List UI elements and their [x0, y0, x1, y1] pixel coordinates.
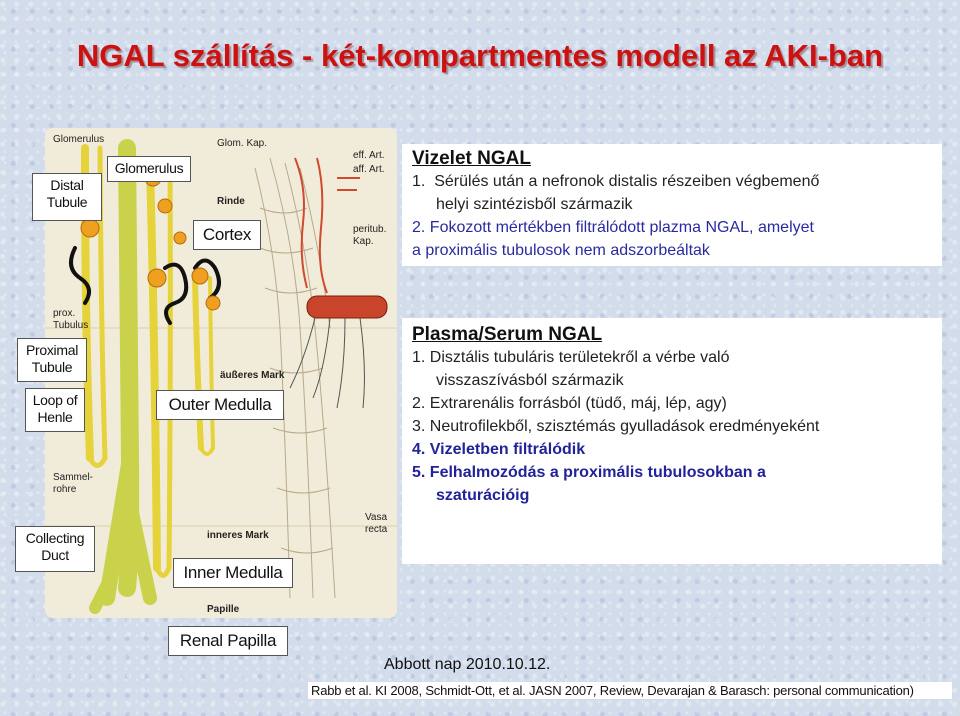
glomerulus-de-text: Glomerulus — [53, 134, 105, 145]
tubule-loops — [85, 148, 213, 576]
urine-item-1-line2: helyi szintézisből származik — [436, 196, 633, 213]
plasma-item-4-line1: Vizeletben filtrálódik — [429, 441, 586, 458]
urine-ngal-title: Vizelet NGAL — [412, 148, 531, 169]
urine-item-2-line2: a proximális tubulosok nem adszorbeáltak — [412, 242, 710, 259]
cortex-label: Cortex — [193, 220, 261, 250]
outer-medulla-label: Outer Medulla — [156, 390, 284, 420]
plasma-item-1-line1: Disztális tubuláris területekről a vérbe való — [429, 349, 730, 366]
loop-of-henle-label: Loop of Henle — [25, 388, 85, 432]
plasma-item-5 — [412, 461, 932, 507]
plasma-item-1-num: 1. — [412, 349, 426, 366]
footer-references: Rabb et al. KI 2008, Schmidt-Ott, et al. JASN 2007, Review, Devarajan & Barasch: personal communication) — [308, 682, 952, 699]
plasma-item-4-num: 4. — [412, 441, 426, 458]
tubulus-text: Tubulus — [53, 320, 89, 331]
urine-item-1-num: 1. — [412, 173, 426, 190]
plasma-item-5-line2: szaturációig — [436, 487, 530, 504]
rinde-text: Rinde — [217, 196, 245, 207]
distal-tubule-label: Distal Tubule — [32, 173, 102, 221]
urine-item-2-line1: Fokozott mértékben filtrálódott plazma NGAL, amelyet — [429, 219, 814, 236]
vasa-recta-vessel — [290, 296, 387, 408]
recta-text: recta — [365, 524, 388, 535]
glom-kap-text: Glom. Kap. — [217, 138, 268, 149]
proximal-tubule-label: Proximal Tubule — [17, 338, 87, 382]
eff-art-text: eff. Art. — [353, 150, 385, 161]
plasma-item-5-line1: Felhalmozódás a proximális tubulosokban a — [429, 464, 766, 481]
urine-item-1 — [412, 170, 932, 216]
slide-title: NGAL szállítás - két-kompartmentes modell az AKI-ban — [76, 38, 884, 73]
papille-text: Papille — [207, 604, 240, 615]
peritub-text: peritub. — [353, 224, 387, 235]
urine-item-2-num: 2. — [412, 219, 426, 236]
glomerulus-label: Glomerulus — [107, 156, 191, 182]
urine-item-2 — [412, 216, 932, 262]
plasma-item-2 — [412, 392, 932, 415]
plasma-item-3-line1: Neutrofilekből, szisztémás gyulladások eredményeként — [429, 418, 820, 435]
renal-papilla-label: Renal Papilla — [168, 626, 288, 656]
plasma-ngal-title: Plasma/Serum NGAL — [412, 324, 603, 345]
prox-text: prox. — [53, 308, 76, 319]
plasma-ngal-panel — [402, 318, 942, 564]
rohre-text: rohre — [53, 484, 77, 495]
inner-medulla-label: Inner Medulla — [173, 558, 293, 588]
plasma-item-1 — [412, 346, 932, 392]
ausseres-mark-text: äußeres Mark — [220, 370, 285, 381]
plasma-item-2-num: 2. — [412, 395, 426, 412]
urine-ngal-panel — [402, 144, 942, 266]
inneres-mark-text: inneres Mark — [207, 530, 269, 541]
plasma-item-2-line1: Extrarenális forrásból (tüdő, máj, lép, agy) — [429, 395, 727, 412]
aff-art-text: aff. Art. — [353, 164, 385, 175]
kap-text: Kap. — [353, 236, 374, 247]
urine-item-1-line1: Sérülés után a nefronok distalis részeiben végbemenő — [434, 173, 820, 190]
sammel-text: Sammel- — [53, 472, 94, 483]
plasma-item-5-num: 5. — [412, 464, 426, 481]
cortical-arteries — [295, 158, 360, 293]
plasma-item-1-line2: visszaszívásból származik — [436, 372, 624, 389]
plasma-item-4 — [412, 438, 932, 461]
plasma-item-3-num: 3. — [412, 418, 426, 435]
vasa-text: Vasa — [365, 512, 388, 523]
plasma-item-3 — [412, 415, 932, 438]
collecting-duct-label: Collecting Duct — [15, 526, 95, 572]
footer-date: Abbott nap 2010.10.12. — [384, 656, 551, 673]
